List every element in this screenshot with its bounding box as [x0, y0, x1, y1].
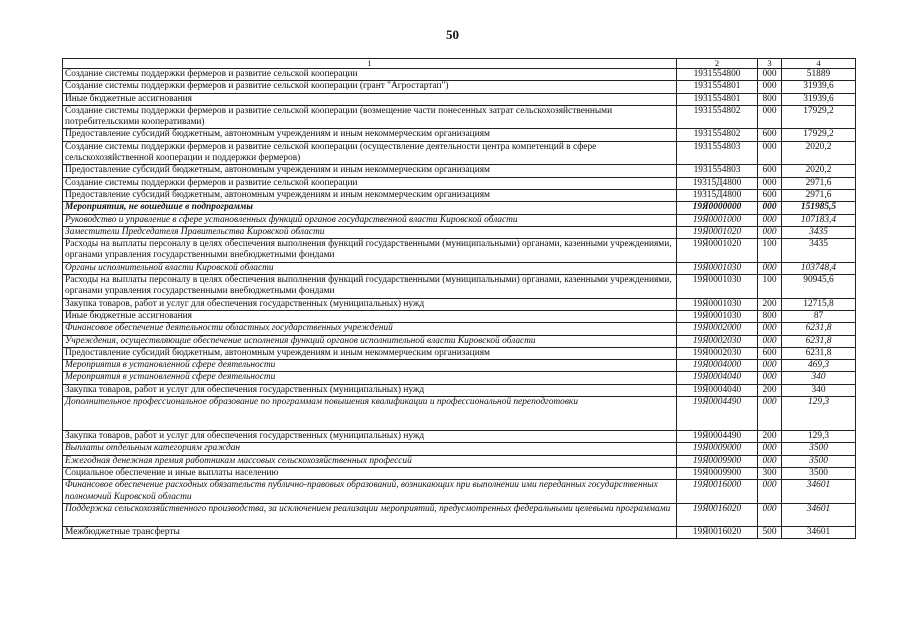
row-name: Мероприятия, не вошедшие в подпрограммы [63, 202, 677, 214]
row-code: 19Я0001030 [677, 310, 758, 322]
row-code: 19Я0002000 [677, 323, 758, 335]
row-expense-type: 000 [758, 372, 782, 384]
row-expense-type: 000 [758, 69, 782, 81]
table-row [63, 298, 856, 310]
row-amount: 3435 [782, 226, 856, 238]
row-expense-type: 600 [758, 165, 782, 177]
row-expense-type: 000 [758, 214, 782, 226]
header-row [63, 59, 856, 69]
header-col-3: 3 [758, 59, 782, 69]
row-expense-type: 200 [758, 384, 782, 396]
row-expense-type: 000 [758, 503, 782, 526]
row-name: Иные бюджетные ассигнования [63, 310, 677, 322]
row-amount: 6231,8 [782, 335, 856, 347]
row-expense-type: 000 [758, 397, 782, 431]
row-name: Создание системы поддержки фермеров и развитие сельской кооперации (возмещение части понесенных затрат сельскохозяйственными потребительскими кооперативами) [63, 105, 677, 129]
row-expense-type: 000 [758, 455, 782, 467]
table-row [63, 443, 856, 455]
row-code: 19315Д4800 [677, 177, 758, 189]
row-amount: 151985,5 [782, 202, 856, 214]
row-code: 19Я0004490 [677, 397, 758, 431]
row-amount: 34601 [782, 503, 856, 526]
table-row [63, 467, 856, 479]
table-row [63, 323, 856, 335]
row-code: 19315Д4800 [677, 189, 758, 201]
table-row [63, 129, 856, 141]
row-expense-type: 800 [758, 93, 782, 105]
row-expense-type: 000 [758, 262, 782, 274]
row-code: 1931554802 [677, 129, 758, 141]
header-col-1: 1 [63, 59, 677, 69]
table-row [63, 275, 856, 299]
row-expense-type: 600 [758, 129, 782, 141]
row-amount: 17929,2 [782, 129, 856, 141]
row-expense-type: 000 [758, 202, 782, 214]
row-code: 19Я0004490 [677, 431, 758, 443]
row-name: Иные бюджетные ассигнования [63, 93, 677, 105]
row-name: Закупка товаров, работ и услуг для обеспечения государственных (муниципальных) нужд [63, 431, 677, 443]
table-row [63, 81, 856, 93]
table-row [63, 239, 856, 263]
row-name: Предоставление субсидий бюджетным, автономным учреждениям и иным некоммерческим организациям [63, 189, 677, 201]
row-name: Социальное обеспечение и иные выплаты населению [63, 467, 677, 479]
row-expense-type: 100 [758, 239, 782, 263]
page-number: 50 [446, 27, 459, 42]
row-code: 1931554803 [677, 141, 758, 165]
table-row [63, 372, 856, 384]
table-row [63, 69, 856, 81]
row-name: Создание системы поддержки фермеров и развитие сельской кооперации [63, 177, 677, 189]
row-name: Предоставление субсидий бюджетным, автономным учреждениям и иным некоммерческим организациям [63, 129, 677, 141]
table-row [63, 335, 856, 347]
row-name: Финансовое обеспечение расходных обязательств публично-правовых образований, возникающих при выполнении ими переданных государственных полномочий Кировской области [63, 480, 677, 504]
row-code: 19Я0009900 [677, 467, 758, 479]
row-expense-type: 000 [758, 480, 782, 504]
row-code: 19Я0001020 [677, 239, 758, 263]
row-amount: 3500 [782, 467, 856, 479]
table-row [63, 189, 856, 201]
row-code: 19Я0001030 [677, 275, 758, 299]
row-name: Расходы на выплаты персоналу в целях обеспечения выполнения функций государственными (муниципальными) органами, казенными учреждениями, органами управления государственными внебюджетными фондами [63, 239, 677, 263]
row-expense-type: 200 [758, 298, 782, 310]
row-name: Ежегодная денежная премия работникам массовых сельскохозяйственных профессий [63, 455, 677, 467]
table-row [63, 431, 856, 443]
row-expense-type: 600 [758, 347, 782, 359]
table-row [63, 214, 856, 226]
row-name: Руководство и управление в сфере установленных функций органов государственной власти Кировской области [63, 214, 677, 226]
row-amount: 90945,6 [782, 275, 856, 299]
row-name: Органы исполнительной власти Кировской области [63, 262, 677, 274]
table-row [63, 262, 856, 274]
row-amount: 3500 [782, 455, 856, 467]
row-name: Выплаты отдельным категориям граждан [63, 443, 677, 455]
table-row [63, 455, 856, 467]
row-expense-type: 000 [758, 335, 782, 347]
row-amount: 129,3 [782, 397, 856, 431]
row-amount: 129,3 [782, 431, 856, 443]
row-name: Создание системы поддержки фермеров и развитие сельской кооперации [63, 69, 677, 81]
row-expense-type: 000 [758, 177, 782, 189]
row-expense-type: 000 [758, 443, 782, 455]
table-row [63, 226, 856, 238]
row-expense-type: 500 [758, 526, 782, 538]
row-code: 19Я0004040 [677, 384, 758, 396]
table-row [63, 93, 856, 105]
row-expense-type: 000 [758, 81, 782, 93]
table-row [63, 360, 856, 372]
row-code: 19Я0002030 [677, 335, 758, 347]
row-code: 1931554803 [677, 165, 758, 177]
row-code: 19Я0000000 [677, 202, 758, 214]
row-amount: 2971,6 [782, 177, 856, 189]
table-row [63, 105, 856, 129]
budget-table [62, 58, 856, 539]
row-code: 19Я0002030 [677, 347, 758, 359]
row-expense-type: 600 [758, 189, 782, 201]
row-amount: 3435 [782, 239, 856, 263]
row-amount: 6231,8 [782, 347, 856, 359]
row-amount: 469,3 [782, 360, 856, 372]
row-amount: 2020,2 [782, 165, 856, 177]
row-amount: 103748,4 [782, 262, 856, 274]
row-code: 19Я0016020 [677, 503, 758, 526]
table-row [63, 310, 856, 322]
table-row [63, 347, 856, 359]
row-name: Учреждения, осуществляющие обеспечение исполнения функций органов исполнительной власти Кировской области [63, 335, 677, 347]
row-name: Финансовое обеспечение деятельности областных государственных учреждений [63, 323, 677, 335]
header-col-4: 4 [782, 59, 856, 69]
row-code: 19Я0001030 [677, 262, 758, 274]
row-code: 19Я0009000 [677, 443, 758, 455]
row-amount: 340 [782, 384, 856, 396]
row-code: 1931554802 [677, 105, 758, 129]
row-code: 19Я0004040 [677, 372, 758, 384]
table-row [63, 165, 856, 177]
row-amount: 3500 [782, 443, 856, 455]
row-name: Мероприятия в установленной сфере деятельности [63, 360, 677, 372]
row-name: Заместители Председателя Правительства Кировской области [63, 226, 677, 238]
table-row [63, 177, 856, 189]
row-amount: 6231,8 [782, 323, 856, 335]
row-amount: 31939,6 [782, 81, 856, 93]
row-code: 19Я0009900 [677, 455, 758, 467]
row-amount: 17929,2 [782, 105, 856, 129]
row-amount: 12715,8 [782, 298, 856, 310]
row-name: Дополнительное профессиональное образование по программам повышения квалификации и профессиональной переподготовки [63, 397, 677, 431]
row-code: 1931554801 [677, 93, 758, 105]
table-row [63, 397, 856, 431]
row-code: 19Я0001000 [677, 214, 758, 226]
row-expense-type: 000 [758, 105, 782, 129]
header-col-2: 2 [677, 59, 758, 69]
table-row [63, 141, 856, 165]
row-code: 1931554800 [677, 69, 758, 81]
row-amount: 87 [782, 310, 856, 322]
table-row [63, 384, 856, 396]
row-code: 19Я0016000 [677, 480, 758, 504]
row-amount: 2971,6 [782, 189, 856, 201]
row-name: Закупка товаров, работ и услуг для обеспечения государственных (муниципальных) нужд [63, 384, 677, 396]
row-code: 19Я0001020 [677, 226, 758, 238]
row-amount: 34601 [782, 480, 856, 504]
row-expense-type: 000 [758, 141, 782, 165]
row-name: Поддержка сельскохозяйственного производства, за исключением реализации мероприятий, предусмотренных федеральными целевыми программами [63, 503, 677, 526]
row-name: Создание системы поддержки фермеров и развитие сельской кооперации (осуществление деятельности центра компетенций в сфере сельскохозяйственной кооперации и поддержки фермеров) [63, 141, 677, 165]
row-expense-type: 300 [758, 467, 782, 479]
row-expense-type: 200 [758, 431, 782, 443]
row-name: Закупка товаров, работ и услуг для обеспечения государственных (муниципальных) нужд [63, 298, 677, 310]
row-name: Создание системы поддержки фермеров и развитие сельской кооперации (грант "Агростартап") [63, 81, 677, 93]
table-row [63, 503, 856, 526]
row-code: 19Я0016020 [677, 526, 758, 538]
row-name: Расходы на выплаты персоналу в целях обеспечения выполнения функций государственными (муниципальными) органами, казенными учреждениями, органами управления государственными внебюджетными фондами [63, 275, 677, 299]
table-row [63, 480, 856, 504]
table-row [63, 526, 856, 538]
row-name: Предоставление субсидий бюджетным, автономным учреждениям и иным некоммерческим организациям [63, 165, 677, 177]
row-expense-type: 000 [758, 323, 782, 335]
row-expense-type: 000 [758, 226, 782, 238]
row-amount: 51889 [782, 69, 856, 81]
row-amount: 107183,4 [782, 214, 856, 226]
row-expense-type: 100 [758, 275, 782, 299]
row-amount: 2020,2 [782, 141, 856, 165]
row-expense-type: 000 [758, 360, 782, 372]
row-name: Предоставление субсидий бюджетным, автономным учреждениям и иным некоммерческим организациям [63, 347, 677, 359]
row-expense-type: 800 [758, 310, 782, 322]
row-code: 1931554801 [677, 81, 758, 93]
row-amount: 31939,6 [782, 93, 856, 105]
row-name: Мероприятия в установленной сфере деятельности [63, 372, 677, 384]
row-name: Межбюджетные трансферты [63, 526, 677, 538]
table-row [63, 202, 856, 214]
row-code: 19Я0001030 [677, 298, 758, 310]
row-amount: 340 [782, 372, 856, 384]
row-code: 19Я0004000 [677, 360, 758, 372]
row-amount: 34601 [782, 526, 856, 538]
